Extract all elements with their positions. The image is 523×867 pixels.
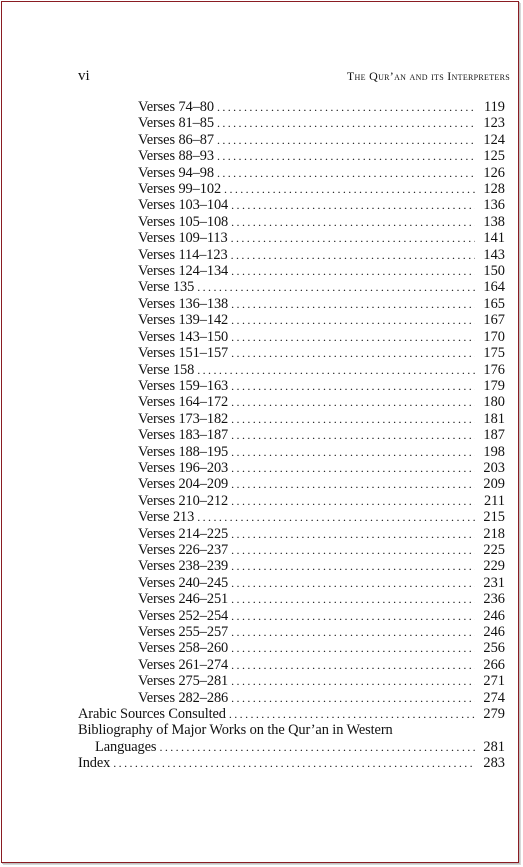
- toc-entry-label: Verses 94–98: [138, 164, 214, 181]
- dot-leader: [113, 755, 475, 771]
- toc-entry-page: 271: [483, 673, 505, 690]
- dot-leader: [231, 526, 475, 542]
- toc-entry-label: Verses 143–150: [138, 328, 229, 345]
- toc-entry-verse[interactable]: [78, 690, 505, 706]
- toc-entry-page: 229: [483, 558, 505, 575]
- toc-entry-label: Languages: [95, 738, 157, 755]
- toc-entry-label: Verses 275–281: [138, 673, 229, 690]
- dot-leader: [217, 99, 475, 115]
- dot-leader: [231, 394, 475, 410]
- toc-entry-verse[interactable]: [78, 263, 505, 279]
- toc-entry-verse[interactable]: [78, 115, 505, 131]
- toc-entry-verse[interactable]: [78, 591, 505, 607]
- dot-leader: [231, 263, 475, 279]
- toc-entry-index[interactable]: [78, 755, 505, 771]
- toc-entry-page: 274: [483, 689, 505, 706]
- table-of-contents: [78, 99, 505, 772]
- dot-leader: [231, 640, 475, 656]
- toc-entry-page: 187: [483, 427, 505, 444]
- toc-entry-verse[interactable]: [78, 640, 505, 656]
- dot-leader: [231, 296, 475, 312]
- toc-entry-page: 231: [483, 574, 505, 591]
- toc-entry-verse[interactable]: [78, 148, 505, 164]
- toc-entry-label: Verses 258–260: [138, 640, 229, 657]
- toc-entry-label: Verse 135: [138, 279, 195, 296]
- toc-entry-verse[interactable]: [78, 329, 505, 345]
- dot-leader: [217, 132, 475, 148]
- toc-entry-page: 211: [483, 492, 505, 509]
- toc-entry-verse[interactable]: [78, 608, 505, 624]
- toc-entry-verse[interactable]: [78, 214, 505, 230]
- toc-entry-label: Verses 136–138: [138, 295, 229, 312]
- dot-leader: [231, 230, 475, 246]
- toc-entry-verse[interactable]: [78, 378, 505, 394]
- toc-entry-label: Verses 226–237: [138, 541, 229, 558]
- toc-entry-page: 176: [483, 361, 505, 378]
- toc-entry-page: 119: [483, 99, 505, 115]
- toc-entry-label: Verses 81–85: [138, 115, 214, 132]
- toc-entry-label: Verses 151–157: [138, 345, 229, 362]
- dot-leader: [224, 181, 475, 197]
- toc-entry-page: 279: [483, 706, 505, 723]
- toc-entry-label: Verses 74–80: [138, 99, 214, 115]
- dot-leader: [231, 690, 475, 706]
- toc-entry-page: 181: [483, 410, 505, 427]
- toc-entry-label: Verses 88–93: [138, 148, 214, 165]
- toc-entry-page: 141: [483, 230, 505, 247]
- toc-entry-label: Index: [78, 755, 111, 772]
- toc-entry-label: Verses 99–102: [138, 181, 222, 198]
- toc-entry-verse[interactable]: [78, 460, 505, 476]
- toc-entry-verse[interactable]: [78, 427, 505, 443]
- toc-entry-verse[interactable]: [78, 362, 505, 378]
- toc-entry-label: Verses 238–239: [138, 558, 229, 575]
- toc-entry-verse[interactable]: [78, 411, 505, 427]
- dot-leader: [231, 558, 475, 574]
- toc-entry-verse[interactable]: [78, 673, 505, 689]
- dot-leader: [231, 673, 475, 689]
- toc-entry-label: Verses 240–245: [138, 574, 229, 591]
- toc-entry-label: Verses 159–163: [138, 377, 229, 394]
- dot-leader: [231, 591, 475, 607]
- toc-entry-verse[interactable]: [78, 509, 505, 525]
- toc-entry-label: Verses 188–195: [138, 443, 229, 460]
- toc-entry-label: Verses 114–123: [138, 246, 228, 263]
- toc-entry-page: 218: [483, 525, 505, 542]
- toc-entry-verse[interactable]: [78, 558, 505, 574]
- toc-entry-label: Verses 261–274: [138, 656, 229, 673]
- toc-entry-verse[interactable]: [78, 657, 505, 673]
- toc-entry-verse[interactable]: [78, 624, 505, 640]
- dot-leader: [197, 362, 475, 378]
- toc-entry-page: 125: [483, 148, 505, 165]
- toc-entry-verse[interactable]: [78, 247, 505, 263]
- dot-leader: [231, 247, 475, 263]
- toc-entry-verse[interactable]: [78, 230, 505, 246]
- verse-entry-list: [78, 99, 505, 706]
- toc-entry-page: 246: [483, 607, 505, 624]
- toc-entry-arabic-sources[interactable]: [78, 706, 505, 722]
- toc-entry-page: 283: [483, 755, 505, 772]
- toc-entry-label: Verses 139–142: [138, 312, 229, 329]
- running-head: [78, 68, 510, 84]
- toc-entry-verse[interactable]: [78, 197, 505, 213]
- dot-leader: [159, 739, 475, 755]
- dot-leader: [231, 460, 475, 476]
- toc-entry-verse[interactable]: [78, 296, 505, 312]
- toc-entry-page: 164: [483, 279, 505, 296]
- toc-entry-page: 179: [483, 377, 505, 394]
- toc-entry-label: Verse 213: [138, 509, 195, 526]
- toc-entry-label: Verses 109–113: [138, 230, 228, 247]
- toc-entry-verse[interactable]: [78, 575, 505, 591]
- toc-entry-label: Verses 214–225: [138, 525, 229, 542]
- toc-entry-page: 236: [483, 591, 505, 608]
- toc-entry-label: Verses 282–286: [138, 689, 229, 706]
- toc-entry-page: 126: [483, 164, 505, 181]
- toc-entry-label: Verses 196–203: [138, 459, 229, 476]
- toc-entry-page: 150: [483, 263, 505, 280]
- toc-entry-page: 266: [483, 656, 505, 673]
- toc-entry-verse[interactable]: [78, 526, 505, 542]
- dot-leader: [231, 657, 475, 673]
- dot-leader: [231, 444, 475, 460]
- dot-leader: [231, 345, 475, 361]
- toc-entry-verse[interactable]: [78, 476, 505, 492]
- toc-entry-page: 225: [483, 541, 505, 558]
- toc-entry-label: Verses 103–104: [138, 197, 229, 214]
- toc-entry-label: Verses 252–254: [138, 607, 229, 624]
- toc-entry-page: 175: [483, 345, 505, 362]
- toc-entry-page: 136: [483, 197, 505, 214]
- toc-entry-verse[interactable]: [78, 345, 505, 361]
- toc-entry-label: Verses 173–182: [138, 410, 229, 427]
- dot-leader: [217, 115, 475, 131]
- running-title: The Qur’an and its Interpreters: [346, 69, 510, 83]
- toc-entry-verse[interactable]: [78, 181, 505, 197]
- dot-leader: [197, 279, 475, 295]
- toc-entry-page: 128: [483, 181, 505, 198]
- toc-entry-verse[interactable]: [78, 99, 505, 115]
- toc-entry-label: Verses 204–209: [138, 476, 229, 493]
- toc-entry-verse[interactable]: [78, 132, 505, 148]
- toc-entry-label: Verses 246–251: [138, 591, 229, 608]
- toc-entry-verse[interactable]: [78, 444, 505, 460]
- toc-entry-page: 198: [483, 443, 505, 460]
- dot-leader: [197, 509, 475, 525]
- toc-entry-page: 165: [483, 295, 505, 312]
- toc-entry-label: Verse 158: [138, 361, 195, 378]
- toc-entry-verse[interactable]: [78, 542, 505, 558]
- toc-entry-verse[interactable]: [78, 165, 505, 181]
- toc-entry-page: 246: [483, 624, 505, 640]
- dot-leader: [217, 148, 475, 164]
- toc-entry-verse[interactable]: [78, 394, 505, 410]
- toc-entry-page: 138: [483, 213, 505, 230]
- dot-leader: [231, 624, 475, 640]
- toc-entry-label: Verses 183–187: [138, 427, 229, 444]
- dot-leader: [231, 411, 475, 427]
- dot-leader: [217, 165, 475, 181]
- dot-leader: [231, 197, 475, 213]
- toc-entry-verse[interactable]: [78, 493, 505, 509]
- toc-entry-page: 209: [483, 476, 505, 493]
- dot-leader: [231, 378, 475, 394]
- toc-entry-page: 124: [483, 131, 505, 148]
- dot-leader: [231, 427, 475, 443]
- dot-leader: [231, 542, 475, 558]
- page-number: vi: [78, 68, 90, 84]
- dot-leader: [231, 329, 475, 345]
- toc-entry-verse[interactable]: [78, 279, 505, 295]
- toc-entry-bibliography-continued[interactable]: [78, 739, 505, 755]
- toc-entry-label: Verses 164–172: [138, 394, 229, 411]
- toc-entry-label: Verses 105–108: [138, 213, 229, 230]
- toc-entry-page: 167: [483, 312, 505, 329]
- toc-entry-label: Bibliography of Major Works on the Qur’an in Western: [78, 722, 393, 739]
- toc-entry-label: Verses 255–257: [138, 624, 229, 640]
- dot-leader: [231, 493, 475, 509]
- dot-leader: [231, 608, 475, 624]
- toc-entry-page: 256: [483, 640, 505, 657]
- toc-entry-page: 180: [483, 394, 505, 411]
- toc-entry-label: Verses 86–87: [138, 131, 214, 148]
- toc-entry-page: 203: [483, 459, 505, 476]
- dot-leader: [231, 476, 475, 492]
- toc-entry-label: Verses 124–134: [138, 263, 229, 280]
- dot-leader: [229, 706, 475, 722]
- toc-entry-page: 123: [483, 115, 505, 132]
- book-page: [1, 1, 519, 863]
- toc-entry-bibliography[interactable]: [78, 722, 505, 738]
- toc-entry-verse[interactable]: [78, 312, 505, 328]
- dot-leader: [231, 312, 475, 328]
- toc-entry-page: 215: [483, 509, 505, 526]
- dot-leader: [231, 575, 475, 591]
- dot-leader: [231, 214, 475, 230]
- toc-entry-label: Arabic Sources Consulted: [78, 706, 226, 723]
- toc-entry-page: 170: [483, 328, 505, 345]
- toc-entry-page: 143: [483, 246, 505, 263]
- toc-entry-page: 281: [483, 738, 505, 755]
- toc-entry-label: Verses 210–212: [138, 492, 229, 509]
